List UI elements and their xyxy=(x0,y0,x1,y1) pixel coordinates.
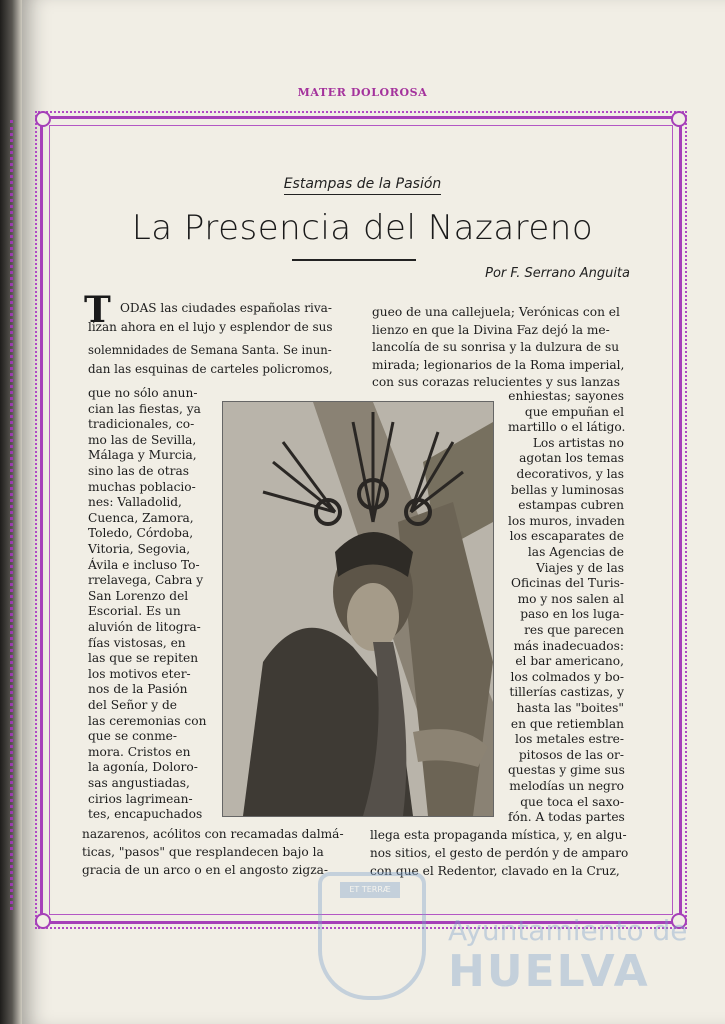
text-line: gracia de un arco o en el angosto zigza- xyxy=(82,863,329,877)
text-line: fías vistosas, en xyxy=(88,635,186,650)
text-line: melodías un negro xyxy=(509,779,624,793)
text-line: solemnidades de Semana Santa. Se inun- xyxy=(88,343,332,357)
text-line: res que parecen xyxy=(524,623,624,637)
section-kicker xyxy=(0,176,725,192)
kicker-text: Estampas de la Pasión xyxy=(284,176,442,195)
text-line: hasta las "boites" xyxy=(516,701,624,715)
text-line: Ávila e incluso To- xyxy=(88,557,200,572)
text-line: Escorial. Es un xyxy=(88,604,181,619)
frame-corner-ornament xyxy=(35,111,51,127)
text-line: lancolía de su sonrisa y la dulzura de su xyxy=(372,340,620,355)
text-line: del Señor y de xyxy=(88,698,178,712)
text-line: Los artistas no xyxy=(532,435,624,450)
nazarene-photograph xyxy=(222,401,494,817)
watermark-band-text: ET TERRÆ xyxy=(340,882,400,898)
text-line: Cuenca, Zamora, xyxy=(88,510,194,525)
text-line: sino las de otras xyxy=(88,464,189,478)
text-line: questas y gime sus xyxy=(508,763,625,778)
previous-page-edge xyxy=(0,0,22,1024)
text-line: enhiestas; sayones xyxy=(508,389,624,403)
text-line: pitosos de las or- xyxy=(518,747,624,762)
text-line: martillo o el látigo. xyxy=(508,420,626,435)
title-rule xyxy=(292,259,416,261)
text-line: lienzo en que la Divina Faz dejó la me- xyxy=(372,322,610,337)
text-line: decorativos, y las xyxy=(516,467,624,481)
frame-corner-ornament xyxy=(35,913,51,929)
text-line: rrelavega, Cabra y xyxy=(88,573,204,588)
text-line: Vitoria, Segovia, xyxy=(88,542,191,556)
text-line: Toledo, Córdoba, xyxy=(88,526,194,541)
text-line: ticas, "pasos" que resplandecen bajo la xyxy=(82,845,324,859)
text-line: fón. A todas partes xyxy=(508,810,625,825)
text-line: los motivos eter- xyxy=(88,666,191,681)
text-line: nos sitios, el gesto de perdón y de amparo xyxy=(370,846,629,860)
text-line: que toca el saxo- xyxy=(520,794,624,809)
text-line: nos de la Pasión xyxy=(88,682,188,697)
text-line: los colmados y bo- xyxy=(510,669,624,684)
text-line: los escaparates de xyxy=(509,529,624,544)
watermark-title: HUELVA xyxy=(448,946,650,997)
text-line: nes: Valladolid, xyxy=(88,495,182,510)
text-line: Málaga y Murcia, xyxy=(88,448,197,463)
text-line: llega esta propaganda mística, y, en algu- xyxy=(370,828,627,842)
text-line: nazarenos, acólitos con recamadas dalmá- xyxy=(82,827,344,841)
text-line: agotan los temas xyxy=(519,451,624,466)
text-line: el bar americano, xyxy=(515,654,624,669)
text-line: las Agencias de xyxy=(527,545,624,559)
text-line: con que el Redentor, clavado en la Cruz, xyxy=(370,864,620,878)
text-line: cian las fiestas, ya xyxy=(88,401,201,416)
nazarene-figure-illustration xyxy=(223,402,493,816)
text-line: más inadecuados: xyxy=(513,638,624,653)
huelva-watermark xyxy=(300,830,688,1020)
text-line: con sus corazas relucientes y sus lanzas xyxy=(372,375,620,390)
text-line: la agonía, Doloro- xyxy=(88,760,198,775)
text-line: ODAS las ciudades españolas riva- xyxy=(120,301,332,315)
text-line: mo las de Sevilla, xyxy=(88,432,197,447)
text-line: en que retiemblan xyxy=(510,716,624,731)
article-title: La Presencia del Nazareno xyxy=(131,208,594,248)
text-line: tillerías castizas, y xyxy=(509,685,624,700)
text-line: aluvión de litogra- xyxy=(88,620,201,634)
text-line: las que se repiten xyxy=(88,651,199,666)
text-line: tradicionales, co- xyxy=(88,417,195,432)
text-line: que no sólo anun- xyxy=(88,386,198,400)
text-line: mora. Cristos en xyxy=(88,744,191,759)
text-line: Viajes y de las xyxy=(536,560,624,575)
text-line: paso en los luga- xyxy=(520,607,624,622)
text-line: Oficinas del Turis- xyxy=(511,576,624,591)
text-line: que empuñan el xyxy=(524,404,624,419)
running-title: MATER DOLOROSA xyxy=(297,86,428,99)
text-line: los metales estre- xyxy=(514,732,624,747)
text-line: mirada; legionarios de la Roma imperial, xyxy=(372,357,625,372)
text-line: cirios lagrimean- xyxy=(88,791,193,806)
text-line: mo y nos salen al xyxy=(517,591,624,606)
text-line: gueo de una callejuela; Verónicas con el xyxy=(372,305,620,319)
text-line: los muros, invaden xyxy=(508,513,625,528)
text-line: bellas y luminosas xyxy=(510,482,624,497)
text-line: sas angustiadas, xyxy=(88,776,190,790)
article-byline: Por F. Serrano Anguita xyxy=(485,266,630,281)
text-line: tes, encapuchados xyxy=(88,807,203,822)
text-line: San Lorenzo del xyxy=(88,588,189,603)
watermark-text: Ayuntamiento de xyxy=(448,914,688,947)
text-line: muchas poblacio- xyxy=(88,479,196,494)
text-line: dan las esquinas de carteles policromos, xyxy=(88,362,333,376)
text-line: las ceremonias con xyxy=(88,713,207,728)
drop-cap: T xyxy=(84,289,111,331)
text-line: estampas cubren xyxy=(518,498,624,513)
frame-corner-ornament xyxy=(671,111,687,127)
text-line: lizan ahora en el lujo y esplendor de sus xyxy=(88,320,333,334)
text-line: que se conme- xyxy=(88,729,177,744)
